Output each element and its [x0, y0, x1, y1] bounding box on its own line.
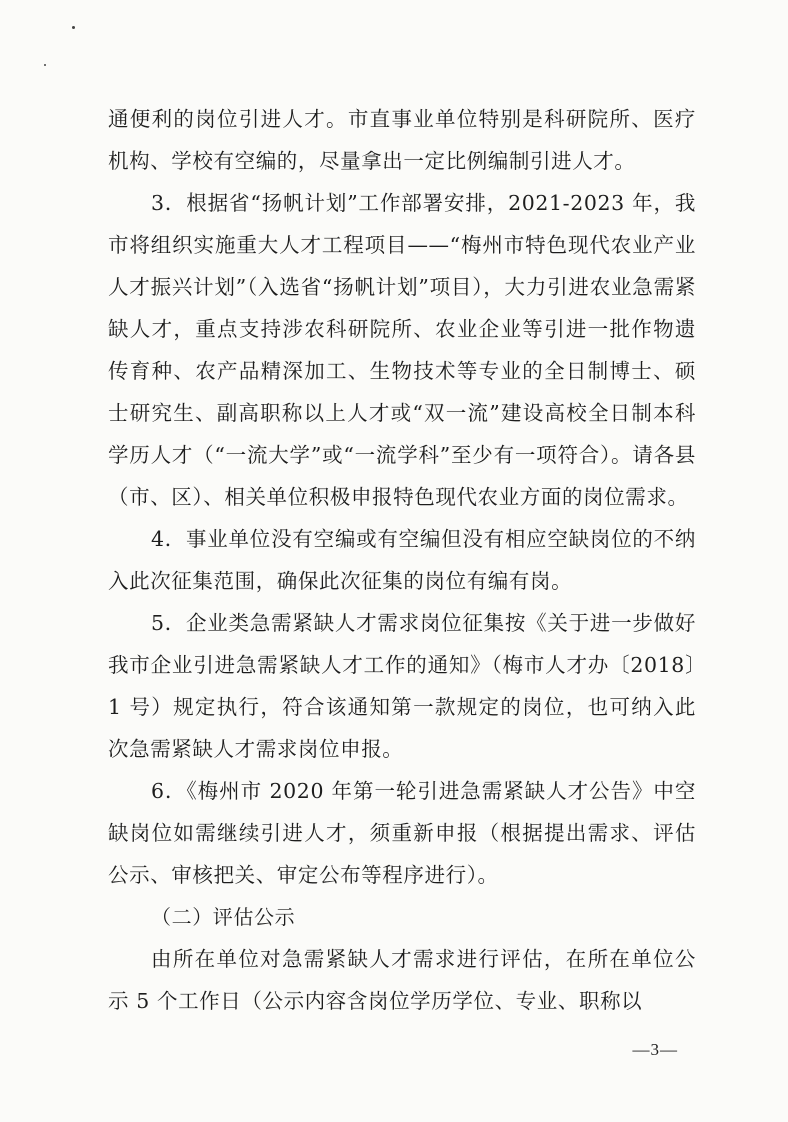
paragraph-item-4: 4．事业单位没有空编或有空编但没有相应空缺岗位的不纳入此次征集范围，确保此次征集的岗位有编有岗。 — [108, 527, 696, 593]
paragraph-item-5: 5．企业类急需紧缺人才需求岗位征集按《关于进一步做好我市企业引进急需紧缺人才工作的通知》（梅市人才办〔2018〕1 号）规定执行，符合该通知第一款规定的岗位，也可纳入此次急需紧缺人才需求岗位申报。 — [108, 611, 696, 761]
scan-speck — [72, 26, 75, 29]
paragraph-continuation: 通便利的岗位引进人才。市直事业单位特别是科研院所、医疗机构、学校有空编的，尽量拿出一定比例编制引进人才。 — [108, 107, 696, 173]
paragraph-evaluation: 由所在单位对急需紧缺人才需求进行评估，在所在单位公示 5 个工作日（公示内容含岗位学历学位、专业、职称以 — [108, 947, 696, 1013]
paragraph-item-3: 3．根据省“扬帆计划”工作部署安排，2021-2023 年，我市将组织实施重大人才工程项目——“梅州市特色现代农业产业人才振兴计划”（入选省“扬帆计划”项目），大力引进农业急需紧缺人才，重点支持涉农科研院所、农业企业等引进一批作物遗传育种、农产品精深加工、生物技术等专业的全日制博士、硕士研究生、副高职称以上人才或“双一流”建设高校全日制本科学历人才（“一流大学”或“一流学科”至少有一项符合）。请各县（市、区）、相关单位积极申报特色现代农业方面的岗位需求。 — [108, 191, 696, 509]
paragraph-item-6: 6．《梅州市 2020 年第一轮引进急需紧缺人才公告》中空缺岗位如需继续引进人才，须重新申报（根据提出需求、评估公示、审核把关、审定公布等程序进行）。 — [108, 779, 696, 887]
scan-speck — [44, 64, 46, 66]
page-number: —3— — [632, 1040, 678, 1059]
section-heading: （二）评估公示 — [151, 905, 296, 929]
document-body — [108, 98, 696, 1022]
